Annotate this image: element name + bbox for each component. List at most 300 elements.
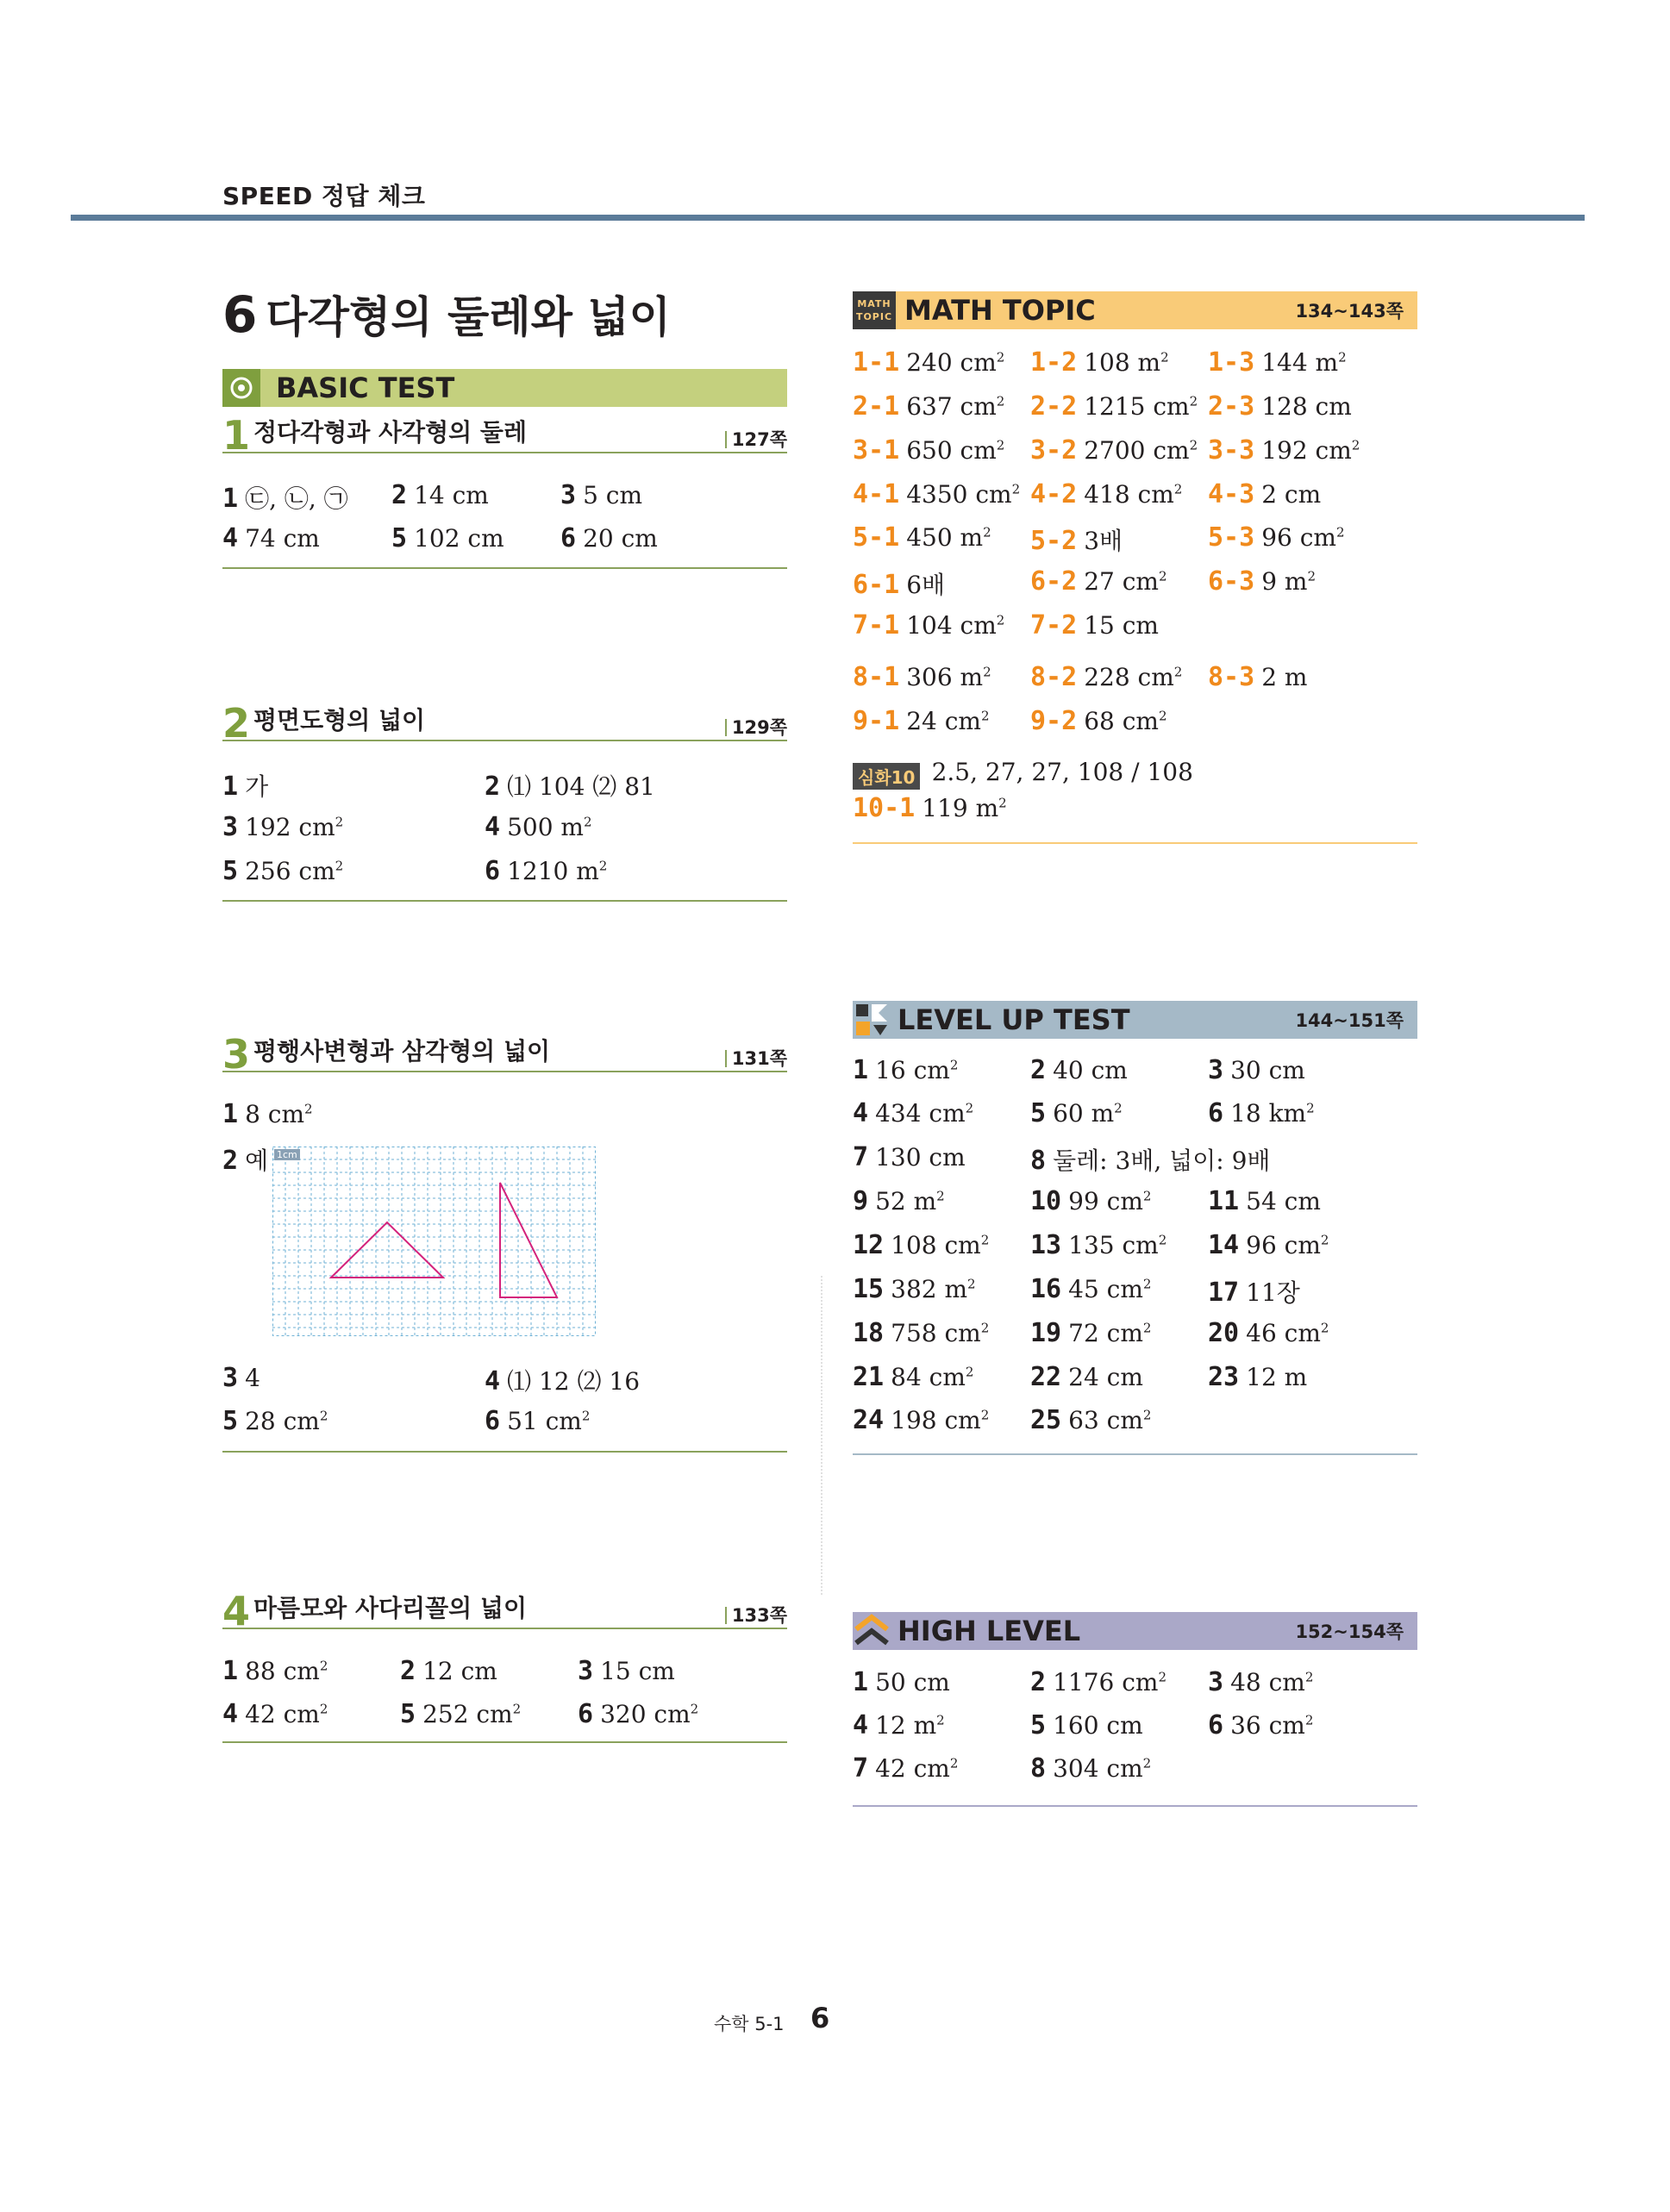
answer-item [853,1667,950,1697]
answer-item [853,610,1004,640]
item-number: 5 [400,1699,416,1729]
item-number: 6-3 [1208,566,1255,597]
answer-item [853,479,1020,509]
item-answer: 1215 $cm^2$ [1084,392,1198,421]
item-number: 7-2 [1030,610,1078,640]
answer-item [853,522,991,553]
item-answer: 24 cm [1068,1363,1143,1391]
answer-item [1030,1142,1270,1177]
item-number: 21 [853,1362,885,1392]
answer-item [853,1186,945,1216]
item-number: 1 [222,1099,239,1129]
section-page: 127쪽 [725,431,787,448]
item-answer: 192 $cm^2$ [245,813,344,841]
item-answer: 252 $cm^2$ [422,1700,522,1728]
answer-item [1208,435,1360,466]
answer-item [1208,391,1352,422]
item-answer: 135 $cm^2$ [1068,1231,1167,1259]
answer-item [1030,1274,1151,1304]
item-answer: 68 $cm^2$ [1084,707,1167,735]
target-icon [222,369,260,407]
special-row [853,758,1193,790]
level-up-bar [853,1001,1417,1039]
item-number: 20 [1208,1318,1240,1348]
answer-item [1208,1667,1313,1697]
item-answer: 15 cm [1084,611,1159,640]
item-number: 6 [1208,1098,1224,1128]
answer-item [222,768,268,803]
answer-item [222,1099,313,1129]
item-number: 2-3 [1208,391,1255,422]
item-number: 4 [222,523,239,553]
item-answer: 예 [245,1147,269,1175]
item-answer: 1176 $cm^2$ [1053,1668,1166,1696]
item-number: 1-1 [853,347,900,378]
item-number: 1 [853,1667,869,1697]
answer-item [222,1406,328,1436]
chapter-number: 6 [222,285,258,344]
item-answer: 74 cm [245,524,320,553]
item-number: 6-1 [853,570,900,600]
item-number: 1 [853,1055,869,1085]
answer-item [853,1142,966,1172]
item-number: 4-3 [1208,479,1255,509]
item-answer: 4350 $cm^2$ [906,480,1021,509]
answer-item [1208,1055,1305,1085]
footer-page: 6 [810,2002,830,2034]
section-number: 3 [222,1031,251,1078]
item-answer: 48 $cm^2$ [1230,1668,1314,1696]
item-number: 18 [853,1318,885,1348]
item-number: 3-2 [1030,435,1078,466]
answer-item [560,523,658,553]
item-number: 22 [1030,1362,1062,1392]
item-number: 6 [560,523,577,553]
item-number: 7 [853,1753,869,1784]
high-level-bar [853,1612,1417,1650]
answer-item [222,523,320,553]
item-answer: 52 $m^2$ [875,1187,945,1215]
item-number: 4 [222,1699,239,1729]
item-number: 4-2 [1030,479,1078,509]
answer-item [853,1405,989,1435]
item-answer: 382 $m^2$ [891,1275,976,1303]
item-number: 5 [1030,1098,1047,1128]
item-answer: 104 $cm^2$ [906,611,1005,640]
section-heading-2 [222,700,787,747]
item-answer: 88 $cm^2$ [245,1657,328,1685]
item-answer: 27 $cm^2$ [1084,567,1167,596]
answer-item [1208,1710,1313,1740]
math-topic-pages: 134~143쪽 [1295,301,1404,322]
answer-item [853,1753,958,1784]
answer-item [400,1699,521,1729]
item-answer: 119 $m^2$ [922,794,1007,822]
item-number: 4-1 [853,479,900,509]
answer-item [578,1656,675,1686]
item-answer: 가 [245,772,269,801]
high-level-icon [853,1612,891,1650]
item-number: 4 [853,1710,869,1740]
item-number: 16 [1030,1274,1062,1304]
item-number: 3-3 [1208,435,1255,466]
basic-test-bar [222,369,787,407]
answer-item [853,391,1004,422]
item-answer: 96 $cm^2$ [1246,1231,1329,1259]
answer-item [1208,1362,1307,1392]
item-number: 9-1 [853,706,900,736]
item-answer: 96 $cm^2$ [1261,523,1345,552]
item-number: 1 [222,1656,239,1686]
item-number: 9 [853,1186,869,1216]
answer-item [853,1274,976,1304]
item-number: 1-2 [1030,347,1078,378]
chapter-name: 다각형의 둘레와 넓이 [266,292,671,342]
item-answer: 160 cm [1053,1711,1143,1740]
special-tag: 심화10 [853,763,920,790]
basic-test-label: BASIC TEST [276,372,455,404]
level-up-pages: 144~151쪽 [1295,1010,1404,1031]
item-answer: 8 $cm^2$ [245,1100,313,1128]
answer-item [222,812,343,842]
answer-item [1030,391,1198,422]
item-number: 6 [1208,1710,1224,1740]
item-answer: 434 $cm^2$ [875,1099,974,1128]
item-number: 2 [1030,1667,1047,1697]
section-end-rule [222,567,787,569]
answer-item [853,347,1004,378]
answer-item [1208,1274,1300,1309]
grid-unit-label: 1cm [274,1149,300,1160]
answer-item [485,1363,640,1397]
item-answer: ⑴ 12 ⑵ 16 [507,1367,641,1396]
answer-item [1208,347,1347,378]
answer-item [222,1699,328,1729]
answer-item [222,480,348,515]
answer-item [1030,1055,1128,1085]
item-number: 8 [1030,1753,1047,1784]
item-number: 6-2 [1030,566,1078,597]
item-answer: 63 $cm^2$ [1068,1406,1152,1434]
item-answer: 45 $cm^2$ [1068,1275,1152,1303]
section-end-rule [222,1741,787,1743]
item-answer: 650 $cm^2$ [906,436,1005,465]
item-answer: 6배 [906,571,946,599]
section-title: 마름모와 사다리꼴의 넓이 [253,1594,528,1622]
item-number: 6 [485,1406,501,1436]
item-answer: 418 $cm^2$ [1084,480,1183,509]
answer-item [1208,662,1307,692]
item-answer: 102 cm [414,524,504,553]
section-end-rule [222,1451,787,1453]
answer-item [400,1656,497,1686]
level-up-icon [853,1001,891,1039]
item-answer: 192 $cm^2$ [1261,436,1360,465]
item-number: 4 [485,1366,501,1397]
answer-item [1030,1710,1143,1740]
answer-item [391,523,504,553]
answer-item [1208,566,1316,597]
math-topic-end-rule [853,842,1417,844]
item-answer: 36 $cm^2$ [1230,1711,1314,1740]
item-number: 14 [1208,1230,1240,1260]
math-topic-bar [853,291,1417,329]
item-answer: 144 $m^2$ [1261,348,1347,377]
answer-item [1030,1186,1151,1216]
section-page: 133쪽 [725,1607,787,1624]
section-heading-1 [222,412,787,459]
item-number: 23 [1208,1362,1240,1392]
answer-item [560,480,642,510]
answer-item [1030,566,1167,597]
answer-item [1030,1098,1123,1128]
item-number: 4 [485,812,501,842]
item-answer: 2700 $cm^2$ [1084,436,1198,465]
item-answer: 198 $cm^2$ [891,1406,990,1434]
item-answer: 2 cm [1261,480,1322,509]
item-answer: 306 $m^2$ [906,663,991,691]
item-number: 3 [1208,1055,1224,1085]
item-answer: 28 $cm^2$ [245,1407,328,1435]
item-number: 15 [853,1274,885,1304]
math-topic-icon: MATH TOPIC [853,291,896,329]
answer-item [485,812,592,842]
answer-item [853,1098,973,1128]
item-answer: ㉢, ㉡, ㉠ [245,484,348,513]
item-answer: 51 $cm^2$ [507,1407,591,1435]
item-answer: 4 [245,1364,260,1392]
item-answer: 60 $m^2$ [1053,1099,1123,1128]
item-number: 2-1 [853,391,900,422]
item-answer: 637 $cm^2$ [906,392,1005,421]
math-topic-label: MATH TOPIC [904,294,1096,327]
item-number: 5 [222,856,239,886]
item-answer: 40 cm [1053,1056,1128,1084]
answer-item [578,1699,698,1729]
item-answer: 30 cm [1230,1056,1305,1084]
item-answer: 둘레: 3배, 넓이: 9배 [1053,1147,1271,1175]
item-answer: 5 cm [583,481,643,509]
item-answer: 20 cm [583,524,658,553]
item-number: 3 [222,1363,239,1393]
item-number: 1-3 [1208,347,1255,378]
answer-item [1030,1362,1143,1392]
item-number: 4 [853,1098,869,1128]
item-answer: 320 $cm^2$ [600,1700,699,1728]
item-number: 3 [578,1656,594,1686]
section-number: 4 [222,1588,251,1634]
header-rule [71,215,1585,221]
answer-item [853,435,1004,466]
item-number: 8-3 [1208,662,1255,692]
answer-item [485,768,655,803]
level-up-label: LEVEL UP TEST [898,1003,1130,1036]
item-number: 2 [1030,1055,1047,1085]
level-up-end-rule [853,1453,1417,1455]
column-divider [821,1276,822,1595]
item-number: 24 [853,1405,885,1435]
item-answer: 24 $cm^2$ [906,707,990,735]
item-number: 5-3 [1208,522,1255,553]
item-number: 2 [391,480,408,510]
item-answer: 128 cm [1261,392,1352,421]
item-answer: 72 $cm^2$ [1068,1319,1152,1347]
item-answer: 46 $cm^2$ [1246,1319,1329,1347]
item-number: 9-2 [1030,706,1078,736]
answer-item [853,1710,945,1740]
grid-figure [272,1147,597,1337]
answer-item [222,1142,268,1177]
item-answer: 2 m [1261,663,1308,691]
answer-item [1030,347,1169,378]
answer-item [1030,662,1182,692]
section-title: 평행사변형과 삼각형의 넓이 [253,1037,551,1065]
answer-item [853,1230,989,1260]
high-level-end-rule [853,1805,1417,1807]
answer-item [485,1406,590,1436]
header-title: SPEED 정답 체크 [222,182,426,210]
chapter-title [222,283,671,345]
item-number: 13 [1030,1230,1062,1260]
section-heading-4 [222,1588,787,1634]
item-number: 17 [1208,1278,1240,1308]
answer-item [853,566,945,601]
item-answer: 304 $cm^2$ [1053,1754,1152,1783]
item-number: 3 [1208,1667,1224,1697]
triangle-b [500,1183,557,1297]
answer-item [1030,1318,1151,1348]
answer-item [222,1363,260,1393]
item-answer: 12 cm [422,1657,497,1685]
item-answer: 11장 [1246,1278,1300,1307]
item-answer: 450 $m^2$ [906,523,991,552]
section-number: 1 [222,412,251,459]
item-answer: 16 $cm^2$ [875,1056,959,1084]
item-answer: 99 $cm^2$ [1068,1187,1152,1215]
item-number: 5 [391,523,408,553]
item-answer: 14 cm [414,481,489,509]
item-answer: 130 cm [875,1143,966,1172]
item-number: 7 [853,1142,869,1172]
item-answer: 84 $cm^2$ [891,1363,974,1391]
answer-item [222,856,343,886]
answer-item [1030,610,1159,640]
answer-item [1208,1318,1329,1348]
item-answer: 500 $m^2$ [507,813,592,841]
answer-item [853,1362,973,1392]
item-answer: 240 $cm^2$ [906,348,1005,377]
section-heading-3 [222,1031,787,1078]
item-answer: 54 cm [1246,1187,1321,1215]
item-number: 10 [1030,1186,1062,1216]
answer-item [1030,1667,1166,1697]
section-end-rule [222,900,787,902]
item-number: 6 [578,1699,594,1729]
item-answer: ⑴ 104 ⑵ 81 [507,772,655,801]
high-level-pages: 152~154쪽 [1295,1622,1404,1642]
answer-item [1208,479,1321,509]
item-number: 7-1 [853,610,900,640]
section-title: 평면도형의 넓이 [253,706,426,734]
item-answer: 50 cm [875,1668,950,1696]
answer-item [853,1318,989,1348]
answer-item [1030,522,1123,557]
answer-item [853,706,990,736]
item-number: 5 [1030,1710,1047,1740]
high-level-label: HIGH LEVEL [898,1615,1081,1647]
item-answer: 108 $cm^2$ [891,1231,990,1259]
answer-item [1030,706,1167,736]
item-number: 1 [222,484,239,514]
item-number: 8-2 [1030,662,1078,692]
answer-item [1030,1405,1151,1435]
item-answer: 9 $m^2$ [1261,567,1316,596]
section-title: 정다각형과 사각형의 둘레 [253,418,528,447]
answer-item [1208,1186,1321,1216]
item-answer: 228 $cm^2$ [1084,663,1183,691]
answer-item [853,662,991,692]
item-answer: 3배 [1084,527,1123,555]
answer-item [853,1055,958,1085]
item-number: 8-1 [853,662,900,692]
item-number: 8 [1030,1146,1047,1176]
item-number: 12 [853,1230,885,1260]
special-answer: 2.5, 27, 27, 108 / 108 [931,758,1193,786]
item-number: 3 [560,480,577,510]
item-number: 2 [222,1146,239,1176]
item-answer: 42 $cm^2$ [875,1754,959,1783]
item-number: 19 [1030,1318,1062,1348]
item-number: 3 [222,812,239,842]
answer-item [1030,479,1182,509]
item-number: 3-1 [853,435,900,466]
item-number: 2 [400,1656,416,1686]
item-number: 5-2 [1030,526,1078,556]
answer-item [1208,522,1345,553]
item-number: 6 [485,856,501,886]
answer-item [1030,1753,1151,1784]
item-number: 2-2 [1030,391,1078,422]
item-answer: 18 $km^2$ [1230,1099,1315,1128]
item-answer: 12 m [1246,1363,1308,1391]
item-answer: 1210 $m^2$ [507,857,608,885]
footer-book: 수학 5-1 [714,2014,785,2034]
item-number: 25 [1030,1405,1062,1435]
item-number: 11 [1208,1186,1240,1216]
item-number: 2 [485,772,501,802]
item-answer: 108 $m^2$ [1084,348,1169,377]
section-page: 131쪽 [725,1050,787,1067]
answer-item [1208,1230,1329,1260]
item-number: 5 [222,1406,239,1436]
answer-item [485,856,607,886]
answer-item [1208,1098,1315,1128]
answer-item [222,1656,328,1686]
item-answer: 758 $cm^2$ [891,1319,990,1347]
item-answer: 256 $cm^2$ [245,857,344,885]
section-page: 129쪽 [725,719,787,736]
item-answer: 15 cm [600,1657,675,1685]
item-number: 5-1 [853,522,900,553]
item-number: 10-1 [853,793,916,823]
extra-row [853,793,1007,823]
item-answer: 42 $cm^2$ [245,1700,328,1728]
answer-item [391,480,489,510]
item-number: 1 [222,772,239,802]
answer-item [1030,435,1198,466]
answer-item [1030,1230,1166,1260]
item-answer: 12 $m^2$ [875,1711,945,1740]
